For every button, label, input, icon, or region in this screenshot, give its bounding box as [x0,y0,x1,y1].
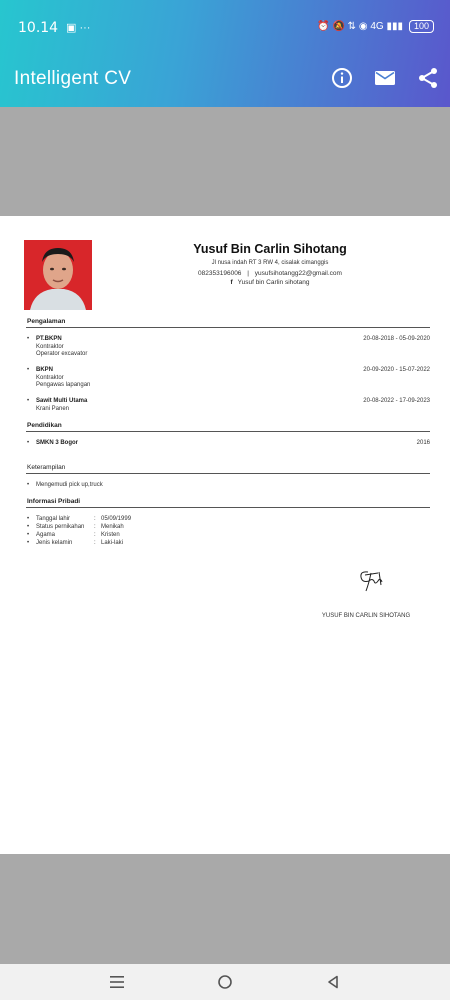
cv-phone: 082353196006 [198,270,242,277]
experience-role: Krani Panen [36,406,70,412]
section-title-experience: Pengalaman [27,318,66,325]
home-icon[interactable] [215,973,235,991]
experience-role: Kontraktor [36,344,64,350]
section-title-skills: Keterampilan [27,464,66,471]
personal-value: Kristen [101,532,120,538]
experience-item: • Sawit Multi Utama Krani Panen 20-08-2022 - 17-09-2023 [27,398,430,412]
cv-contact [110,270,430,277]
experience-company: PT.BKPN [36,336,62,342]
section-divider [26,473,430,474]
personal-value: Laki-laki [101,540,124,546]
personal-label: Agama [36,532,56,538]
personal-label: Status pernikahan [36,524,85,530]
section-divider [26,431,430,432]
experience-role: Kontraktor [36,375,64,381]
personal-value: Menikah [101,524,124,530]
app-bar [0,0,450,107]
section-divider [26,327,430,328]
cv-separator: | [247,270,249,277]
skill-item: • Mengemudi pick up,truck [27,482,103,488]
profile-photo [24,240,92,310]
experience-company: BKPN [36,367,54,373]
cv-name: Yusuf Bin Carlin Sihotang [193,242,347,256]
status-time: 10.14 [18,20,59,36]
battery-icon: 100 [409,20,434,33]
back-icon[interactable] [323,973,343,991]
personal-value: 05/09/1999 [101,516,132,522]
status-right-icons [317,20,434,33]
personal-info-row: • Jenis kelamin : Laki-laki [27,540,124,546]
status-bar [0,0,450,50]
education-year: 2016 [416,440,430,446]
navigation-bar [0,964,450,1000]
experience-detail: Operator excavator [36,351,88,357]
toolbar [0,56,450,100]
cv-facebook-name: Yusuf bin Carlin sihotang [237,279,310,286]
experience-detail: Pengawas lapangan [36,382,91,388]
section-title-personal: Informasi Pribadi [27,498,81,505]
cv-facebook [110,279,430,286]
status-notification-icons: ▣ ··· [66,22,91,34]
signature-name: YUSUF BIN CARLIN SIHOTANG [321,613,411,619]
experience-item: • BKPN Kontraktor Pengawas lapangan 20-09-2020 - 15-07-2022 [27,367,430,388]
info-icon[interactable] [329,65,355,91]
personal-info-row: • Tanggal lahir : 05/09/1999 [27,516,132,522]
experience-company: Sawit Multi Utama [36,398,88,404]
section-divider [26,507,430,508]
experience-date: 20-08-2018 - 05-09-2020 [363,336,430,342]
education-item: • SMKN 3 Bogor 2016 [27,440,430,446]
share-icon[interactable] [415,65,441,91]
experience-item: • PT.BKPN Kontraktor Operator excavator 20-08-2018 - 05-09-2020 [27,336,430,357]
app-title: Intelligent CV [14,68,132,89]
personal-label: Jenis kelamin [36,540,73,546]
facebook-icon: f [230,279,233,286]
cv-document[interactable] [0,216,450,854]
education-school: SMKN 3 Bogor [36,440,78,446]
experience-date: 20-08-2022 - 17-09-2023 [363,398,430,404]
status-system-icons: ⏰ 🔕 ⇅ ◉ 4G ▮▮▮ [317,21,403,32]
cv-address: Jl nusa indah RT 3 RW 4, cisalak cimanggis [211,260,329,266]
section-title-education: Pendidikan [27,422,62,429]
mail-icon[interactable] [372,65,398,91]
preview-background-top [0,107,450,216]
personal-info-row: • Agama : Kristen [27,532,120,538]
personal-info-row: • Status pernikahan : Menikah [27,524,124,530]
preview-background-bottom [0,854,450,964]
menu-icon[interactable] [107,973,127,991]
skill-text: Mengemudi pick up,truck [36,482,103,488]
personal-label: Tanggal lahir [36,516,71,522]
cv-email: yusufsihotangg22@gmail.com [254,270,342,277]
experience-date: 20-09-2020 - 15-07-2022 [363,367,430,373]
signature-image [356,569,388,595]
